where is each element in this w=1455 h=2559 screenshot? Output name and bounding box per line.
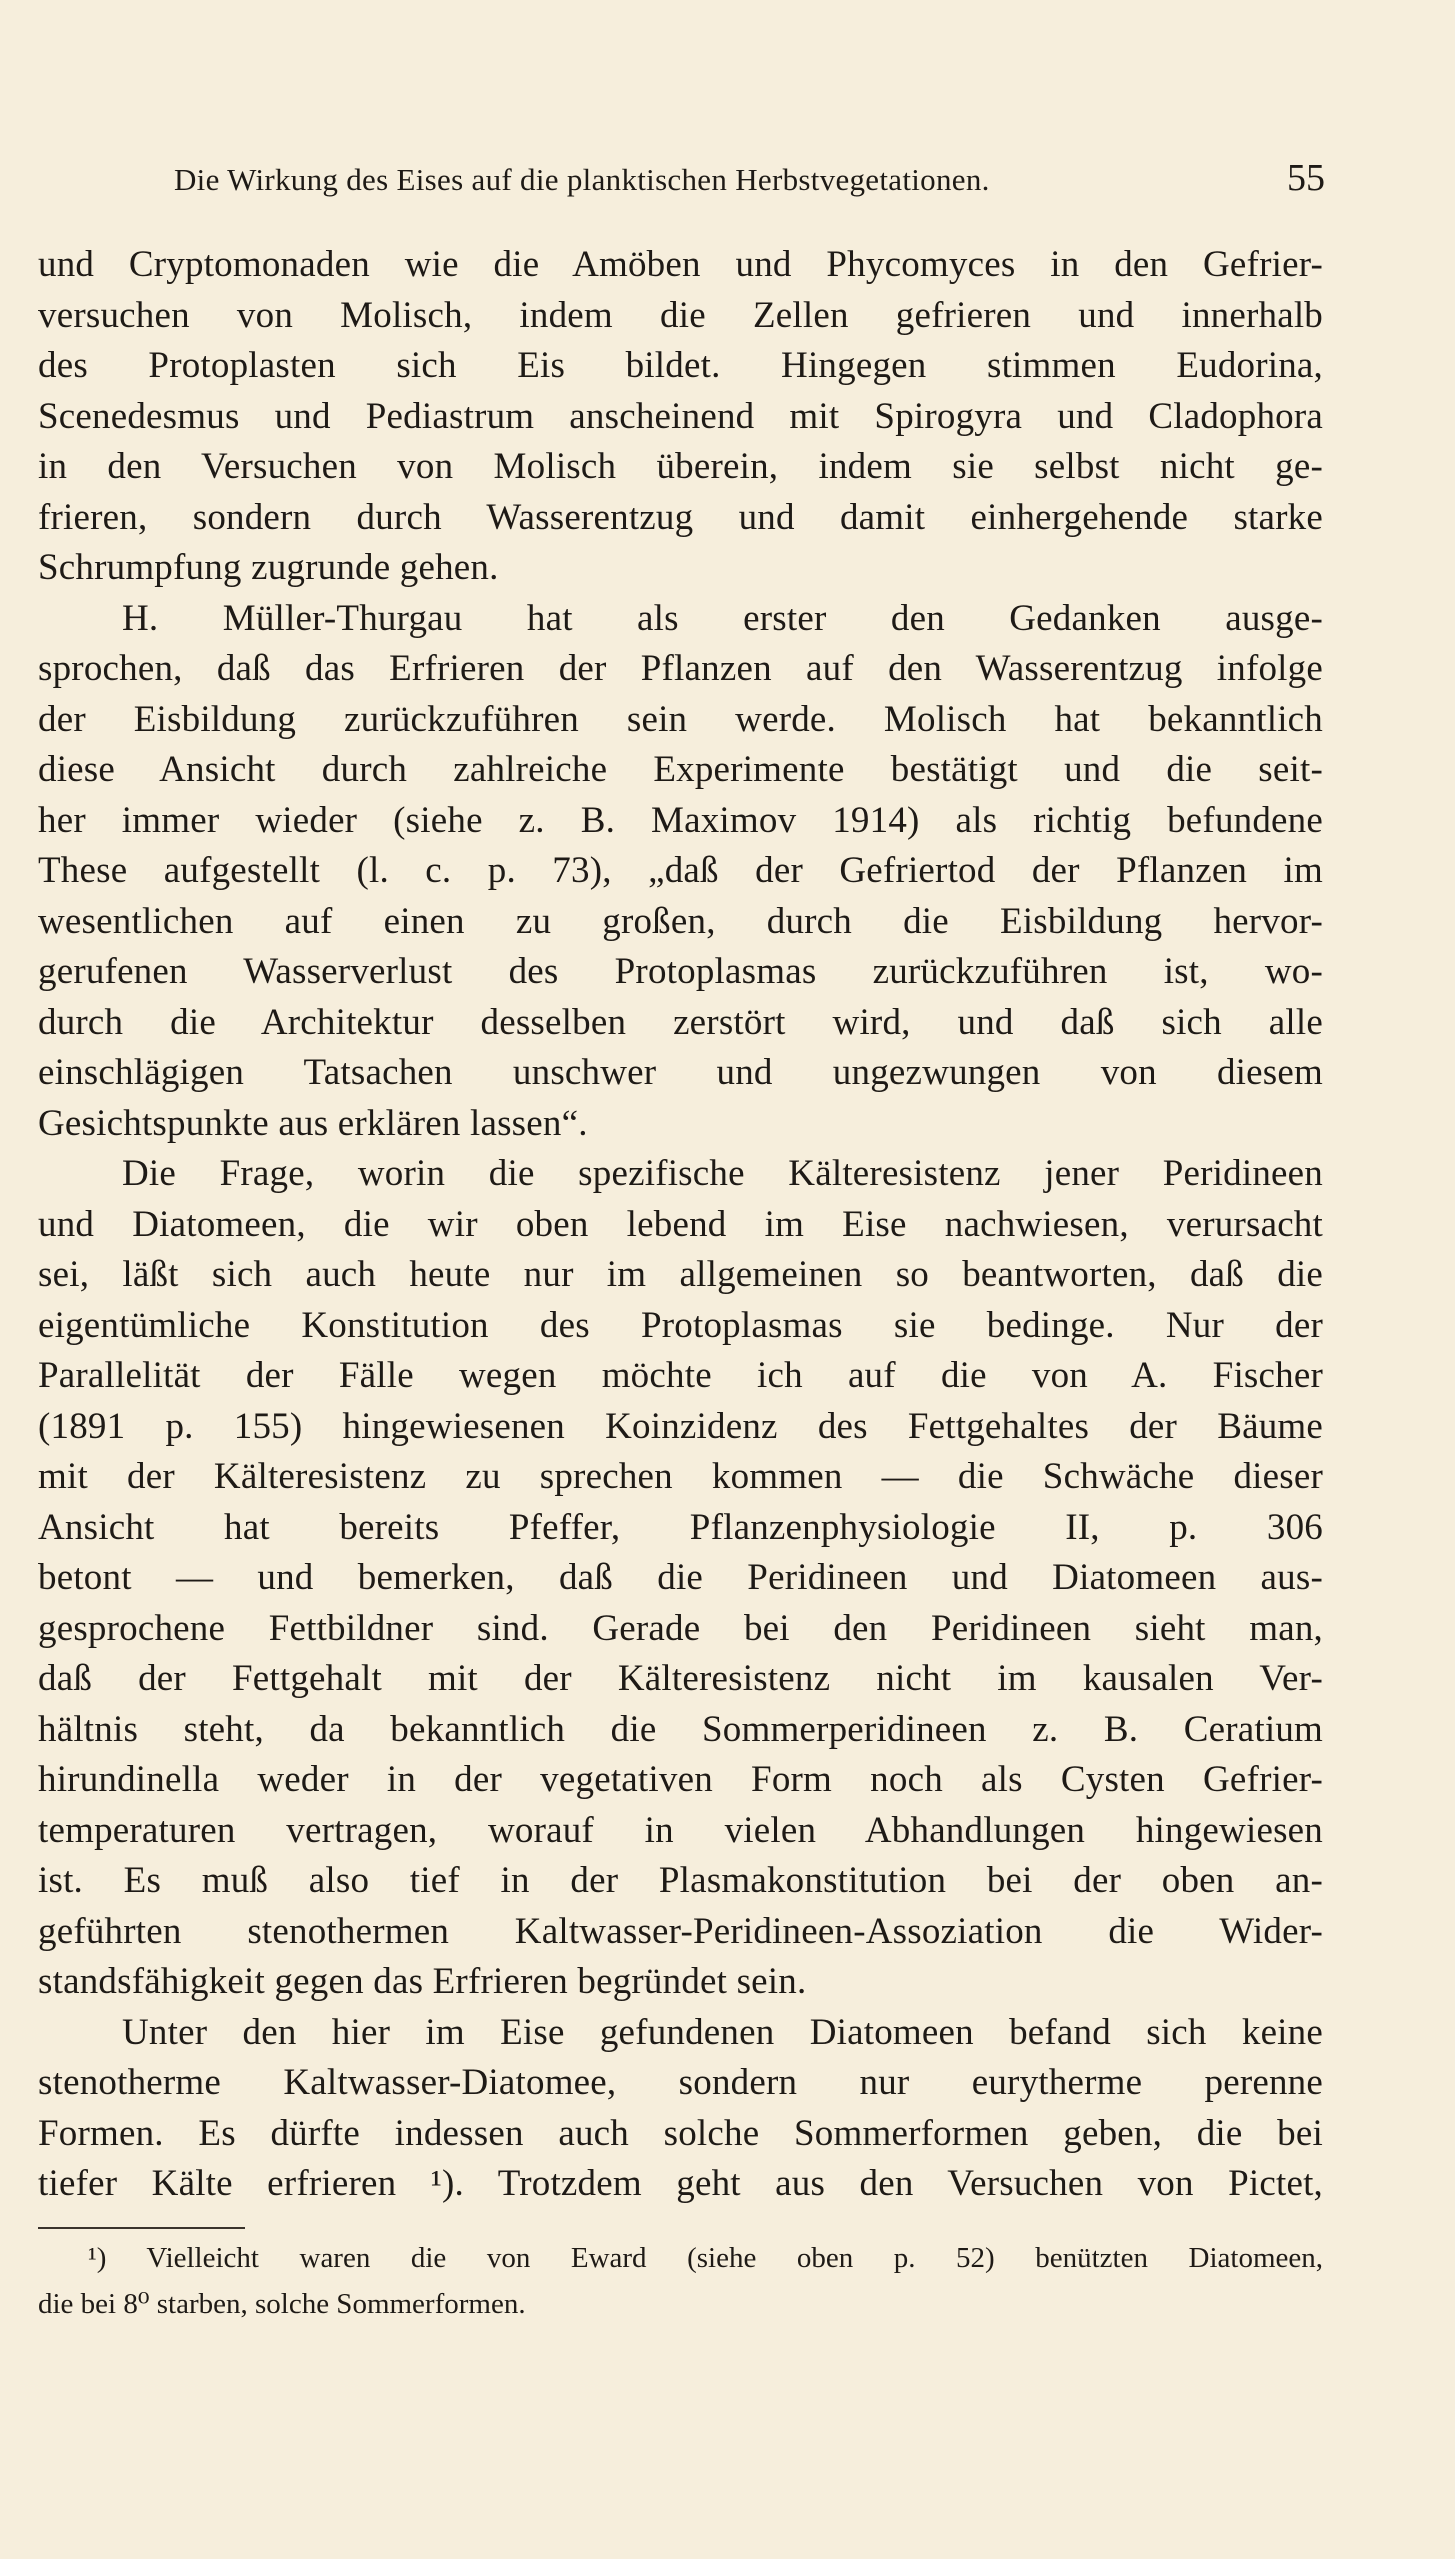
footnote-line: ¹) Vielleicht waren die von Eward (siehe oben p. 52) benützten Diatomeen, (88, 2242, 1323, 2274)
running-title: Die Wirkung des Eises auf die planktischen Herbstvegetationen. (174, 162, 990, 197)
text-line: gerufenen Wasserverlust des Protoplasmas zurückzuführen ist, wo- (38, 951, 1323, 992)
text-line: Die Frage, worin die spezifische Kälteresistenz jener Peridineen (122, 1153, 1323, 1194)
text-line: Schrumpfung zugrunde gehen. (38, 547, 499, 588)
text-line: ist. Es muß also tief in der Plasmakonstitution bei der oben an- (38, 1860, 1323, 1901)
page-number: 55 (1287, 157, 1325, 199)
text-line: sei, läßt sich auch heute nur im allgemeinen so beantworten, daß die (38, 1254, 1323, 1295)
text-line: hirundinella weder in der vegetativen Form noch als Cysten Gefrier- (38, 1759, 1323, 1800)
text-line: diese Ansicht durch zahlreiche Experimente bestätigt und die seit- (38, 749, 1323, 790)
text-line: Scenedesmus und Pediastrum anscheinend mit Spirogyra und Cladophora (38, 395, 1323, 437)
footnotes (38, 2235, 1323, 2327)
text-line: in den Versuchen von Molisch überein, indem sie selbst nicht ge- (38, 446, 1323, 487)
text-line: und Cryptomonaden wie die Amöben und Phycomyces in den Gefrier- (38, 244, 1323, 285)
text-line: temperaturen vertragen, worauf in vielen Abhandlungen hingewiesen (38, 1809, 1323, 1851)
text-line: Gesichtspunkte aus erklären lassen“. (38, 1102, 588, 1144)
text-line: daß der Fettgehalt mit der Kälteresistenz nicht im kausalen Ver- (38, 1658, 1323, 1699)
text-line: betont — und bemerken, daß die Peridineen und Diatomeen aus- (38, 1557, 1323, 1598)
text-line: Formen. Es dürfte indessen auch solche Sommerformen geben, die bei (38, 2112, 1323, 2154)
text-line: These aufgestellt (l. c. p. 73), „daß der Gefriertod der Pflanzen im (38, 850, 1323, 891)
text-line: gesprochene Fettbildner sind. Gerade bei den Peridineen sieht man, (38, 1607, 1323, 1649)
text-line: frieren, sondern durch Wasserentzug und damit einhergehende starke (38, 496, 1323, 538)
text-line: hältnis steht, da bekanntlich die Sommerperidineen z. B. Ceratium (38, 1708, 1323, 1750)
text-line: durch die Architektur desselben zerstört wird, und daß sich alle (38, 1001, 1323, 1043)
body-text (38, 240, 1323, 2210)
text-line: des Protoplasten sich Eis bildet. Hingegen stimmen Eudorina, (38, 345, 1323, 386)
text-line: tiefer Kälte erfrieren ¹). Trotzdem geht aus den Versuchen von Pictet, (38, 2163, 1323, 2204)
text-line: versuchen von Molisch, indem die Zellen gefrieren und innerhalb (38, 294, 1323, 336)
text-line: her immer wieder (siehe z. B. Maximov 1914) als richtig befundene (38, 799, 1323, 841)
text-line: (1891 p. 155) hingewiesenen Koinzidenz des Fettgehaltes der Bäume (38, 1405, 1323, 1447)
text-line: standsfähigkeit gegen das Erfrieren begründet sein. (38, 1961, 807, 2002)
text-line: mit der Kälteresistenz zu sprechen kommen — die Schwäche dieser (38, 1456, 1323, 1497)
text-line: der Eisbildung zurückzuführen sein werde. Molisch hat bekanntlich (38, 698, 1323, 740)
text-line: einschlägigen Tatsachen unschwer und ungezwungen von diesem (38, 1052, 1323, 1093)
text-line: H. Müller-Thurgau hat als erster den Gedanken ausge- (122, 597, 1323, 639)
text-line: geführten stenothermen Kaltwasser-Peridineen-Assoziation die Wider- (38, 1910, 1323, 1952)
text-line: Ansicht hat bereits Pfeffer, Pflanzenphysiologie II, p. 306 (38, 1506, 1323, 1548)
running-head (170, 157, 1325, 212)
footnote-line: die bei 8⁰ starben, solche Sommerformen. (38, 2288, 526, 2320)
text-line: und Diatomeen, die wir oben lebend im Eise nachwiesen, verursacht (38, 1203, 1323, 1245)
text-line: stenotherme Kaltwasser-Diatomee, sondern nur eurytherme perenne (38, 2062, 1323, 2103)
text-line: sprochen, daß das Erfrieren der Pflanzen auf den Wasserentzug infolge (38, 648, 1323, 689)
text-line: Parallelität der Fälle wegen möchte ich auf die von A. Fischer (38, 1355, 1323, 1396)
text-line: eigentümliche Konstitution des Protoplasmas sie bedinge. Nur der (38, 1304, 1323, 1346)
footnote-rule (38, 2227, 245, 2229)
text-line: Unter den hier im Eise gefundenen Diatomeen befand sich keine (122, 2011, 1323, 2053)
text-line: wesentlichen auf einen zu großen, durch die Eisbildung hervor- (38, 900, 1323, 942)
